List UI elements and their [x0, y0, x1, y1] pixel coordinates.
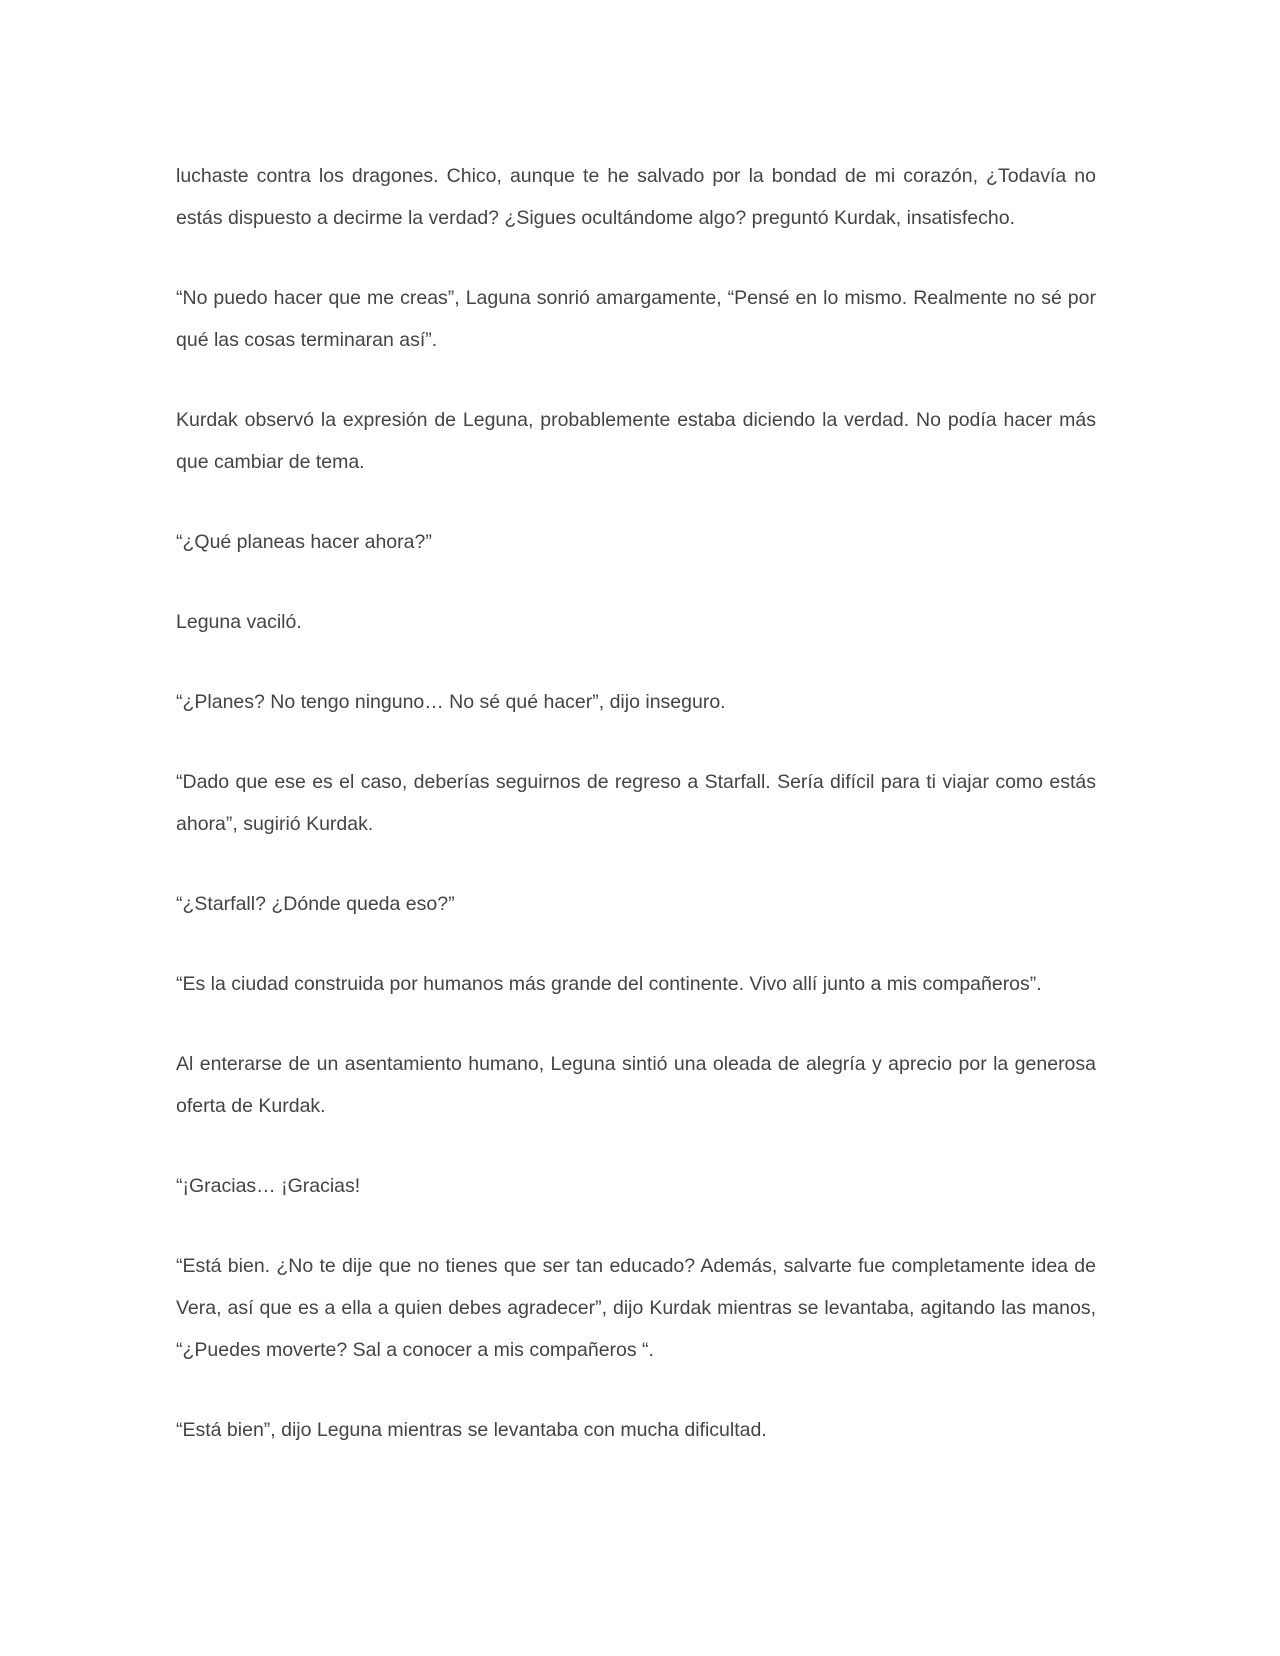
paragraph-1: luchaste contra los dragones. Chico, aunque te he salvado por la bondad de mi corazón, ¿Todavía no estás dispuesto a decirme la verdad? ¿Sigues ocultándome algo? preguntó Kurdak, insatisfecho.	[176, 165, 1096, 229]
document-body	[176, 155, 1096, 1489]
paragraph-13: “Está bien”, dijo Leguna mientras se levantaba con mucha dificultad.	[176, 1419, 767, 1441]
paragraph-7: “Dado que ese es el caso, deberías seguirnos de regreso a Starfall. Sería difícil para ti viajar como estás ahora”, sugirió Kurdak.	[176, 771, 1096, 835]
paragraph-5: Leguna vaciló.	[176, 611, 302, 633]
paragraph-11: “¡Gracias… ¡Gracias!	[176, 1175, 361, 1197]
paragraph-3: Kurdak observó la expresión de Leguna, probablemente estaba diciendo la verdad. No podía hacer más que cambiar de tema.	[176, 409, 1096, 473]
paragraph-6: “¿Planes? No tengo ninguno… No sé qué hacer”, dijo inseguro.	[176, 691, 726, 713]
paragraph-2: “No puedo hacer que me creas”, Laguna sonrió amargamente, “Pensé en lo mismo. Realmente no sé por qué las cosas terminaran así”.	[176, 287, 1096, 351]
paragraph-8: “¿Starfall? ¿Dónde queda eso?”	[176, 893, 455, 915]
paragraph-9: “Es la ciudad construida por humanos más grande del continente. Vivo allí junto a mis compañeros”.	[176, 973, 1042, 995]
paragraph-12: “Está bien. ¿No te dije que no tienes que ser tan educado? Además, salvarte fue completamente idea de Vera, así que es a ella a quien debes agradecer”, dijo Kurdak mientras se levantaba, agitando las manos, “¿Puedes moverte? Sal a conocer a mis compañeros “.	[176, 1255, 1096, 1361]
paragraph-10: Al enterarse de un asentamiento humano, Leguna sintió una oleada de alegría y aprecio por la generosa oferta de Kurdak.	[176, 1053, 1096, 1117]
paragraph-4: “¿Qué planeas hacer ahora?”	[176, 531, 432, 553]
